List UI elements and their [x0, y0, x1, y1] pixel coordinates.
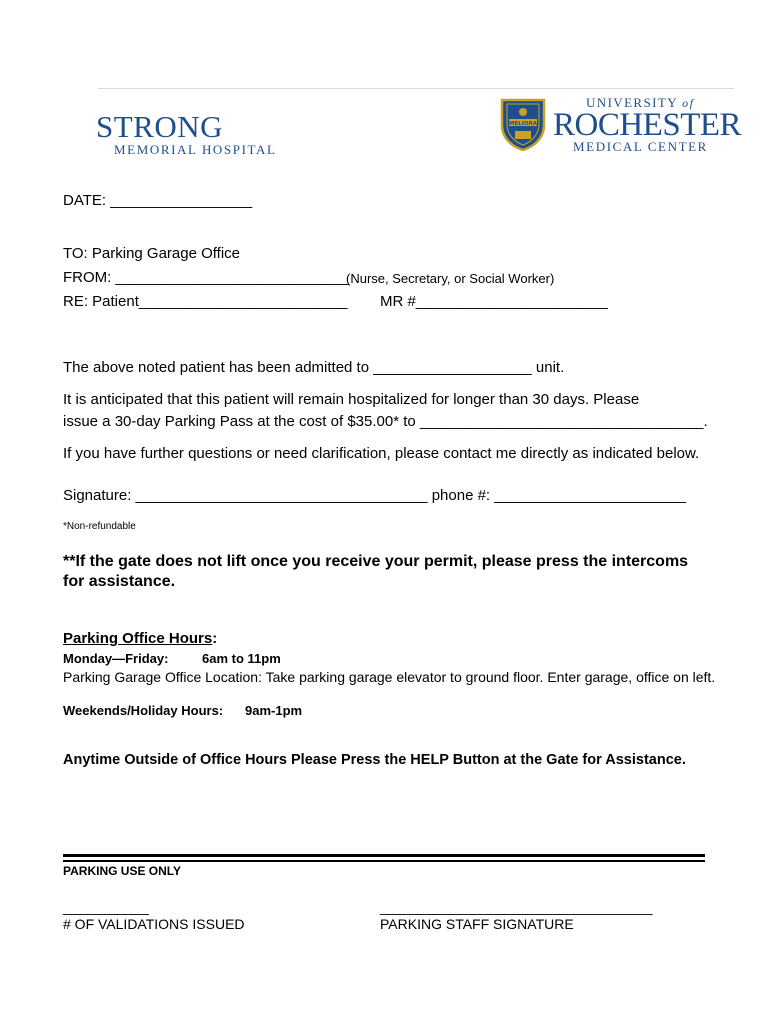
- mr-number-field: MR #_______________________: [380, 293, 608, 310]
- validations-line: ___________: [63, 899, 149, 915]
- ur-logo-line3: MEDICAL CENTER: [573, 139, 708, 154]
- date-field: DATE: _________________: [63, 192, 253, 209]
- non-refundable-note: *Non-refundable: [63, 521, 136, 532]
- ur-logo-line2: ROCHESTER: [553, 107, 742, 143]
- anticipated-statement-1: It is anticipated that this patient will remain hospitalized for longer than 30 days. Please: [63, 391, 640, 408]
- signature-phone-field: Signature: ___________________________________ phone #: _______________________: [63, 487, 687, 504]
- admitted-statement: The above noted patient has been admitted to ___________________ unit.: [63, 359, 565, 376]
- seal-text: MELIORA: [509, 121, 537, 127]
- weekday-hours-value: 6am to 11pm: [202, 651, 281, 666]
- parking-use-heading: PARKING USE ONLY: [63, 864, 182, 878]
- header-rule: [98, 88, 734, 89]
- staff-signature-line: ___________________________________: [380, 899, 653, 915]
- office-hours-heading: Parking Office Hours:: [63, 630, 218, 647]
- staff-signature-label: PARKING STAFF SIGNATURE: [380, 916, 574, 932]
- strong-logo-name: STRONG: [96, 109, 224, 144]
- gate-notice-2: for assistance.: [63, 573, 176, 590]
- weekend-hours-label: Weekends/Holiday Hours:: [63, 703, 224, 718]
- university-seal-icon: [499, 97, 547, 151]
- university-of-rochester-logo: [553, 96, 741, 154]
- to-line: TO: Parking Garage Office: [63, 245, 241, 262]
- office-location: Parking Garage Office Location: Take parking garage elevator to ground floor. Enter garage, office on left.: [63, 669, 716, 685]
- validations-label: # OF VALIDATIONS ISSUED: [63, 916, 245, 932]
- help-button-notice: Anytime Outside of Office Hours Please Press the HELP Button at the Gate for Assistance.: [63, 752, 686, 768]
- parking-section-divider-thin: [63, 860, 705, 862]
- anticipated-statement-2: issue a 30-day Parking Pass at the cost of $35.00* to __________________________________.: [63, 413, 708, 430]
- re-patient-field: RE: Patient_________________________: [63, 293, 348, 310]
- gate-notice-1: **If the gate does not lift once you receive your permit, please press the intercoms: [63, 553, 689, 570]
- ur-logo-line1: UNIVERSITY of: [586, 95, 695, 110]
- strong-logo-subtitle: MEMORIAL HOSPITAL: [114, 142, 277, 157]
- from-field: FROM: ____________________________: [63, 269, 350, 286]
- strong-memorial-logo: [96, 111, 277, 157]
- weekend-hours-value: 9am-1pm: [245, 703, 303, 718]
- questions-statement: If you have further questions or need clarification, please contact me directly as indicated below.: [63, 445, 700, 462]
- parking-section-divider-thick: [63, 854, 705, 857]
- from-note: (Nurse, Secretary, or Social Worker): [346, 271, 555, 286]
- weekday-hours-label: Monday—Friday:: [63, 651, 169, 666]
